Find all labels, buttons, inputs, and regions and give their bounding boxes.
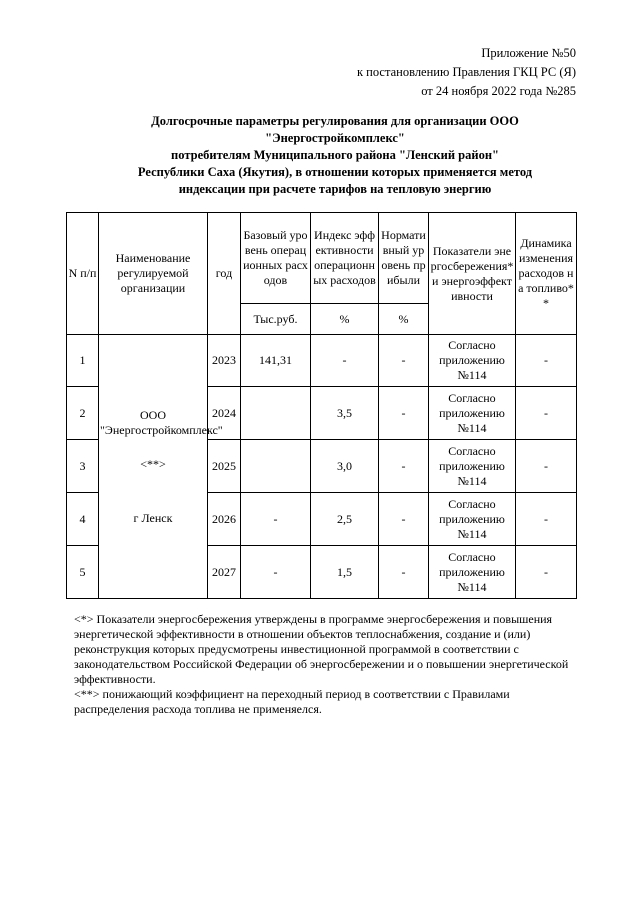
row-num: 4 — [67, 493, 99, 546]
title-line-1: Долгосрочные параметры регулирования для организации ООО — [151, 114, 519, 128]
row-energy: Согласно приложению №114 — [429, 335, 516, 387]
footnote-1: <*> Показатели энергосбережения утверждены в программе энергосбережения и повышения энергетической эффективности в отношении объектов теплоснабжения, создание и (или) реконструкция которых предусмотрены инвестиционной программой в соответствии с законодательством Российской Федерации об энергосбережении и о повышении энергетической эффективности. — [74, 612, 569, 686]
row-norm: - — [379, 335, 429, 387]
org-note: <**> — [140, 456, 166, 471]
appendix-date: от 24 ноября 2022 года №285 — [421, 84, 576, 98]
title-line-5: индексации при расчете тарифов на тепловую энергию — [178, 182, 492, 196]
row-index: 3,0 — [311, 440, 379, 493]
org-cell — [99, 335, 223, 599]
row-num: 1 — [67, 335, 99, 387]
header-fuel-dynamics: Динамика изменения расходов на топливо** — [516, 213, 577, 335]
appendix-header — [357, 44, 576, 101]
row-norm: - — [379, 440, 429, 493]
row-base: 141,31 — [241, 335, 311, 387]
row-base — [241, 440, 311, 493]
document-title — [60, 113, 610, 198]
row-energy: Согласно приложению №114 — [429, 387, 516, 440]
row-year: 2026 — [208, 493, 241, 546]
header-energy-saving: Показатели энергосбережения* и энергоэффективности — [429, 213, 516, 335]
header-normative-profit: Нормативный уровень прибыли — [379, 213, 429, 304]
row-year: 2025 — [208, 440, 241, 493]
row-year: 2023 — [208, 335, 241, 387]
row-dynamics: - — [516, 335, 577, 387]
row-energy: Согласно приложению №114 — [429, 493, 516, 546]
row-year: 2024 — [208, 387, 241, 440]
row-energy: Согласно приложению №114 — [429, 546, 516, 599]
row-num: 3 — [67, 440, 99, 493]
row-dynamics: - — [516, 440, 577, 493]
row-num: 5 — [67, 546, 99, 599]
appendix-decree: к постановлению Правления ГКЦ РС (Я) — [356, 65, 576, 79]
header-num: N п/п — [67, 213, 99, 335]
parameters-table — [66, 212, 577, 599]
title-line-3: потребителям Муниципального района "Ленский район" — [171, 148, 499, 162]
org-name: ООО "Энергостройкомплекс" — [100, 407, 223, 437]
footnote-2: <**> понижающий коэффициент на переходный период в соответствии с Правилами распределения расхода топлива не применяелся. — [74, 687, 510, 716]
unit-index: % — [311, 304, 379, 335]
row-energy: Согласно приложению №114 — [429, 440, 516, 493]
row-dynamics: - — [516, 387, 577, 440]
row-norm: - — [379, 546, 429, 599]
row-index: - — [311, 335, 379, 387]
row-dynamics: - — [516, 493, 577, 546]
appendix-number: Приложение №50 — [481, 46, 576, 60]
row-index: 3,5 — [311, 387, 379, 440]
row-index: 1,5 — [311, 546, 379, 599]
header-org: Наименование регулируемой организации — [99, 213, 208, 335]
row-norm: - — [379, 493, 429, 546]
row-base: - — [241, 546, 311, 599]
unit-base: Тыс.руб. — [241, 304, 311, 335]
unit-norm: % — [379, 304, 429, 335]
row-base — [241, 387, 311, 440]
row-num: 2 — [67, 387, 99, 440]
row-year: 2027 — [208, 546, 241, 599]
header-base-level: Базовый уровень операционных расходов — [241, 213, 311, 304]
header-efficiency-index: Индекс эффективности операционных расходов — [311, 213, 379, 304]
org-city: г Ленск — [133, 510, 173, 525]
row-base: - — [241, 493, 311, 546]
row-index: 2,5 — [311, 493, 379, 546]
table-row — [67, 335, 577, 387]
title-line-4: Республики Саха (Якутия), в отношении которых применяется метод — [137, 165, 533, 179]
header-year: год — [208, 213, 241, 335]
row-norm: - — [379, 387, 429, 440]
footnotes — [74, 612, 574, 717]
row-dynamics: - — [516, 546, 577, 599]
title-line-2: "Энергостройкомплекс" — [265, 131, 405, 145]
